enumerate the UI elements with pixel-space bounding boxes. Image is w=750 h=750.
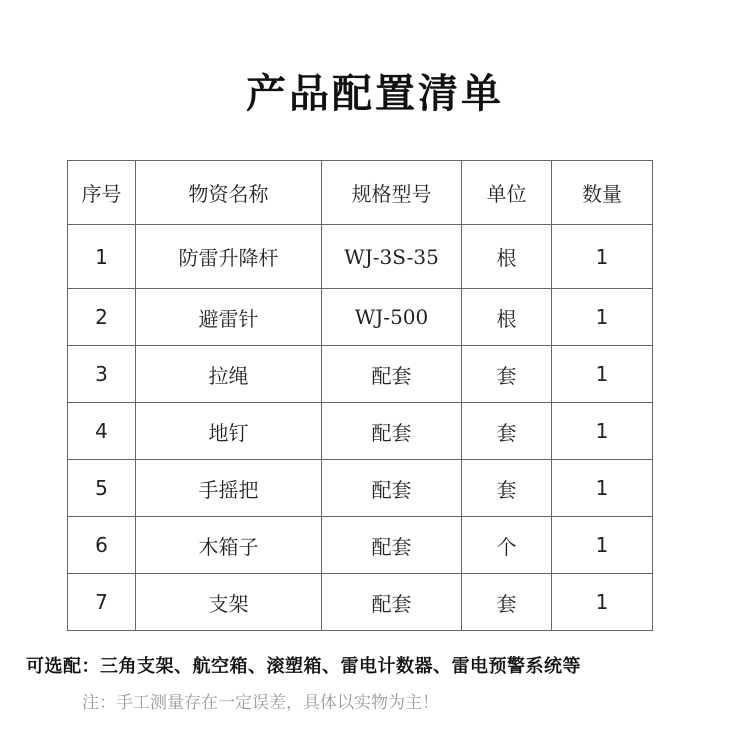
cell-model: 配套 bbox=[322, 403, 462, 460]
cell-name: 避雷针 bbox=[136, 289, 322, 346]
header-no: 序号 bbox=[68, 161, 136, 225]
cell-no: 1 bbox=[68, 225, 136, 289]
cell-unit: 套 bbox=[462, 346, 552, 403]
cell-qty: 1 bbox=[552, 289, 653, 346]
page-title: 产品配置清单 bbox=[246, 71, 504, 117]
table-row bbox=[68, 574, 653, 631]
measurement-note: 注：手工测量存在一定误差，具体以实物为主！ bbox=[82, 693, 439, 713]
cell-qty: 1 bbox=[552, 517, 653, 574]
table-row bbox=[68, 403, 653, 460]
cell-qty: 1 bbox=[552, 403, 653, 460]
cell-no: 3 bbox=[68, 346, 136, 403]
table-row bbox=[68, 460, 653, 517]
cell-no: 6 bbox=[68, 517, 136, 574]
header-unit: 单位 bbox=[462, 161, 552, 225]
cell-model: 配套 bbox=[322, 460, 462, 517]
cell-unit: 套 bbox=[462, 574, 552, 631]
header-qty: 数量 bbox=[552, 161, 653, 225]
cell-model: WJ-3S-35 bbox=[322, 225, 462, 289]
header-name: 物资名称 bbox=[136, 161, 322, 225]
table-header-row bbox=[68, 161, 653, 225]
cell-name: 防雷升降杆 bbox=[136, 225, 322, 289]
cell-name: 支架 bbox=[136, 574, 322, 631]
cell-name: 木箱子 bbox=[136, 517, 322, 574]
cell-model: 配套 bbox=[322, 517, 462, 574]
cell-qty: 1 bbox=[552, 346, 653, 403]
cell-qty: 1 bbox=[552, 460, 653, 517]
cell-qty: 1 bbox=[552, 574, 653, 631]
cell-no: 2 bbox=[68, 289, 136, 346]
table-row bbox=[68, 517, 653, 574]
cell-name: 地钉 bbox=[136, 403, 322, 460]
cell-unit: 个 bbox=[462, 517, 552, 574]
cell-no: 5 bbox=[68, 460, 136, 517]
optional-accessories-text: 可选配：三角支架、航空箱、滚塑箱、雷电计数器、雷电预警系统等 bbox=[26, 656, 581, 677]
cell-unit: 根 bbox=[462, 289, 552, 346]
cell-unit: 套 bbox=[462, 403, 552, 460]
cell-unit: 套 bbox=[462, 460, 552, 517]
header-model: 规格型号 bbox=[322, 161, 462, 225]
cell-model: WJ-500 bbox=[322, 289, 462, 346]
cell-name: 手摇把 bbox=[136, 460, 322, 517]
cell-model: 配套 bbox=[322, 346, 462, 403]
cell-qty: 1 bbox=[552, 225, 653, 289]
cell-no: 7 bbox=[68, 574, 136, 631]
table-row bbox=[68, 346, 653, 403]
config-table bbox=[67, 160, 653, 631]
table-row bbox=[68, 225, 653, 289]
table-row bbox=[68, 289, 653, 346]
cell-model: 配套 bbox=[322, 574, 462, 631]
cell-no: 4 bbox=[68, 403, 136, 460]
cell-unit: 根 bbox=[462, 225, 552, 289]
cell-name: 拉绳 bbox=[136, 346, 322, 403]
